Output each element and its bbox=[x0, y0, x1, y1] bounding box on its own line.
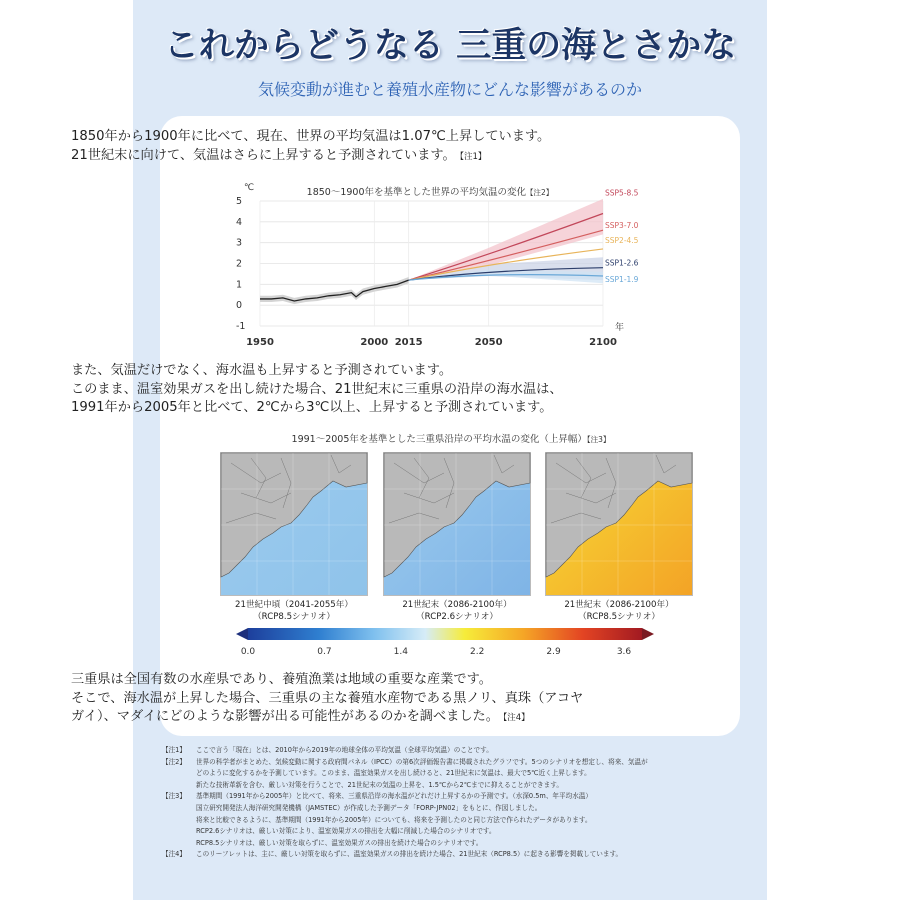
map-caption-3 bbox=[544, 600, 694, 623]
map-section-title bbox=[220, 431, 682, 445]
map-canvas bbox=[546, 453, 692, 595]
series-label: SSP1-2.6 bbox=[605, 258, 639, 268]
y-axis-label: ℃ bbox=[244, 183, 255, 193]
band-historical bbox=[260, 277, 409, 304]
footnote-text: RCP2.6シナリオは、厳しい対策により、温室効果ガスの排出を大幅に削減した場合のシナリオです。 bbox=[196, 827, 496, 836]
page-title: これからどうなる 三重の海とさかな bbox=[163, 26, 737, 66]
map-caption-2 bbox=[382, 600, 532, 623]
sea-temp-map-end-century-rcp26 bbox=[383, 452, 531, 596]
footnote-text: どのように変化するかを予測しています。このまま、温室効果ガスを出し続けると、21世紀末に気温は、最大で5℃近く上昇します。 bbox=[196, 769, 591, 778]
footnote-row bbox=[162, 803, 762, 815]
series-label: SSP5-8.5 bbox=[605, 188, 639, 198]
footnote-row bbox=[162, 745, 762, 757]
mid-paragraph bbox=[71, 362, 563, 418]
intro-note: 【注1】 bbox=[459, 151, 487, 162]
map-canvas bbox=[384, 453, 530, 595]
mid-line-1: また、気温だけでなく、海水温も上昇すると予測されています。 bbox=[71, 363, 453, 378]
chart-uncertainty-bands bbox=[260, 199, 603, 304]
sea-temp-map-end-century-rcp85 bbox=[545, 452, 693, 596]
footnote-row bbox=[162, 826, 762, 838]
map-caption-3-period: 21世紀末（2086-2100年） bbox=[564, 600, 674, 610]
footnote-text: 世界の科学者がまとめた、気候変動に関する政府間パネル（IPCC）の第6次評価報告書に掲載されたグラフです。5つのシナリオを想定し、将来、気温が bbox=[196, 757, 648, 766]
series-label: SSP2-4.5 bbox=[605, 235, 639, 245]
intro-paragraph bbox=[71, 128, 550, 166]
temperature-colorbar bbox=[236, 628, 656, 656]
footnote-text: このリーフレットは、主に、厳しい対策を取らずに、温室効果ガスの排出を続けた場合、21世紀末（RCP8.5）に起きる影響を掲載しています。 bbox=[196, 850, 623, 859]
map-canvas bbox=[221, 453, 367, 595]
footnote-text: 新たな技術革新を含む、厳しい対策を行うことで、21世紀末の気温の上昇を、1.5℃から2℃までに抑えることができます。 bbox=[196, 780, 563, 789]
y-tick-label: 4 bbox=[236, 216, 243, 228]
colorbar-tick-label: 1.4 bbox=[393, 647, 408, 657]
chart-title-text: 1850～1900年を基準とした世界の平均気温の変化 bbox=[306, 187, 527, 198]
closing-paragraph bbox=[71, 671, 583, 728]
map-title-note: 【注3】 bbox=[586, 435, 611, 444]
mid-line-3: 1991年から2005年と比べて、2℃から3℃以上、上昇すると予測されています。 bbox=[71, 400, 553, 415]
series-label: SSP3-7.0 bbox=[605, 221, 639, 231]
sea-temp-map-mid-century-rcp85 bbox=[220, 452, 368, 596]
y-tick-label: -1 bbox=[236, 321, 246, 332]
colorbar-right-arrow bbox=[642, 628, 654, 640]
map-title-text: 1991～2005年を基準とした三重県沿岸の平均水温の変化（上昇幅） bbox=[291, 434, 587, 445]
closing-line-2: そこで、海水温が上昇した場合、三重県の主な養殖水産物である黒ノリ、真珠（アコヤ bbox=[71, 690, 584, 706]
colorbar-tick-label: 2.9 bbox=[546, 647, 561, 657]
intro-line-1: 1850年から1900年に比べて、現在、世界の平均気温は1.07℃上昇しています。 bbox=[71, 129, 551, 144]
chart-title-note: 【注2】 bbox=[526, 188, 554, 197]
footnote-tag: 【注4】 bbox=[162, 850, 186, 859]
footnote-tag bbox=[162, 768, 196, 780]
x-tick-label: 2000 bbox=[360, 337, 389, 348]
map-caption-1-scenario: （RCP8.5シナリオ） bbox=[253, 611, 335, 622]
closing-line-1: 三重県は全国有数の水産県であり、養殖漁業は地域の重要な産業です。 bbox=[71, 672, 492, 687]
footnote-tag bbox=[162, 803, 196, 815]
map-caption-2-period: 21世紀末（2086-2100年） bbox=[402, 600, 512, 610]
footnote-tag: 【注3】 bbox=[162, 792, 186, 801]
footnote-row bbox=[162, 780, 762, 792]
page-subtitle: 気候変動が進むと養殖水産物にどんな影響があるのか bbox=[257, 80, 642, 99]
footnote-tag bbox=[162, 815, 196, 827]
mid-line-2: このまま、温室効果ガスを出し続けた場合、21世紀末に三重県の沿岸の海水温は、 bbox=[71, 381, 563, 397]
x-tick-label: 2050 bbox=[474, 337, 503, 348]
x-tick-label: 2100 bbox=[589, 337, 617, 348]
footnote-tag bbox=[162, 838, 196, 850]
footnote-row bbox=[162, 815, 762, 827]
map-caption-1-period: 21世紀中頃（2041-2055年） bbox=[235, 600, 353, 610]
footnote-tag: 【注1】 bbox=[162, 746, 186, 754]
map-caption-2-scenario: （RCP2.6シナリオ） bbox=[416, 611, 498, 622]
y-tick-label: 1 bbox=[236, 279, 243, 291]
temperature-chart bbox=[233, 180, 639, 352]
footnote-text: RCP8.5シナリオは、厳しい対策を取らずに、温室効果ガスの排出を続けた場合のシナリオです。 bbox=[196, 838, 483, 847]
footnote-row bbox=[162, 757, 762, 769]
footnote-row bbox=[162, 838, 762, 850]
footnote-tag: 【注2】 bbox=[162, 757, 186, 766]
x-tick-label: 1950 bbox=[246, 337, 274, 348]
y-tick-label: 2 bbox=[236, 258, 243, 270]
footnote-text: 基準期間（1991年から2005年）と比べて、将来、三重県沿岸の海水温がどれだけ上昇するかの予測です。（水深0.5m、年平均水温） bbox=[196, 792, 592, 801]
footnote-row bbox=[162, 768, 762, 780]
intro-line-2: 21世紀末に向けて、気温はさらに上昇すると予測されています。 bbox=[71, 147, 456, 163]
colorbar-tick-label: 0.0 bbox=[240, 647, 256, 657]
closing-note: 【注4】 bbox=[502, 713, 530, 723]
y-tick-label: 3 bbox=[236, 237, 243, 249]
footnote-row bbox=[162, 791, 762, 803]
x-tick-label: 2015 bbox=[394, 337, 423, 348]
footnote-tag bbox=[162, 826, 196, 838]
x-axis-label: 年 bbox=[615, 323, 625, 333]
footnote-row bbox=[162, 849, 762, 861]
colorbar-tick-label: 0.7 bbox=[317, 647, 332, 657]
footnotes bbox=[162, 745, 762, 861]
colorbar-tick-label: 3.6 bbox=[616, 647, 632, 657]
colorbar-gradient bbox=[248, 628, 642, 640]
closing-line-3: ガイ）、マダイにどのような影響が出る可能性があるのかを調べました。 bbox=[71, 709, 499, 724]
footnote-tag bbox=[162, 780, 196, 792]
map-caption-3-scenario: （RCP8.5シナリオ） bbox=[578, 611, 660, 622]
series-label: SSP1-1.9 bbox=[605, 275, 639, 284]
map-caption-1 bbox=[219, 600, 369, 623]
footnote-text: 国立研究開発法人海洋研究開発機構（JAMSTEC）が作成した予測データ「FORP-JPN02」をもとに、作図しました。 bbox=[196, 803, 542, 812]
colorbar-ticks bbox=[241, 647, 632, 657]
footnote-text: ここで言う「現在」とは、2010年から2019年の地球全体の平均気温（全球平均気温）のことです。 bbox=[196, 746, 493, 754]
footnote-text: 将来と比較できるように、基準期間（1991年から2005年）についても、将来を予測したのと同じ方法で作られたデータがあります。 bbox=[196, 815, 592, 824]
y-tick-label: 5 bbox=[236, 196, 243, 207]
colorbar-tick-label: 2.2 bbox=[470, 647, 485, 657]
y-tick-label: 0 bbox=[236, 300, 243, 312]
colorbar-left-arrow bbox=[236, 628, 248, 640]
